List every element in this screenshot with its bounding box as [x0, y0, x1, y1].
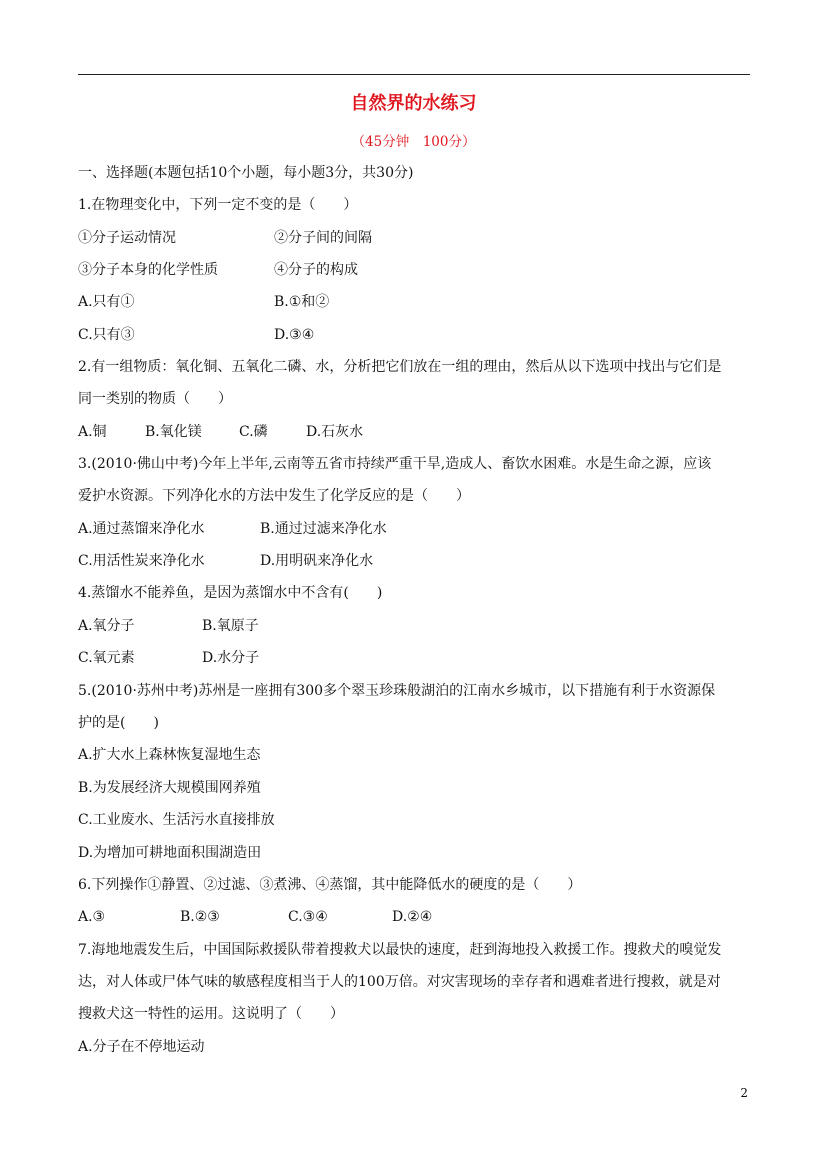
question-1-option-d: D.③④	[274, 327, 315, 343]
question-1-option-a: A.只有①	[78, 294, 135, 310]
page-title: 自然界的水练习	[350, 93, 477, 114]
question-5-option-a: A.扩大水上森林恢复湿地生态	[78, 747, 261, 763]
question-3-option-d: D.用明矾来净化水	[260, 553, 374, 569]
question-5-stem: 5.(2010·苏州中考)苏州是一座拥有300多个翠玉珍珠般湖泊的江南水乡城市，以下措施有利于水资源保	[78, 683, 716, 699]
question-5-option-b: B.为发展经济大规模围网养殖	[78, 780, 261, 796]
question-4-option-c: C.氧元素	[78, 650, 135, 666]
page-subtitle: （45分钟 100分）	[351, 134, 476, 150]
question-4-stem: 4.蒸馏水不能养鱼，是因为蒸馏水中不含有( )	[78, 585, 383, 601]
question-1-item: ②分子间的间隔	[274, 230, 372, 246]
question-4-option-a: A.氧分子	[78, 618, 135, 634]
question-2-option-d: D.石灰水	[306, 424, 364, 440]
question-1-stem: 1.在物理变化中，下列一定不变的是（ ）	[78, 197, 358, 213]
page-number: 2	[740, 1086, 748, 1100]
question-7-option-a: A.分子在不停地运动	[78, 1039, 205, 1055]
question-3-option-c: C.用活性炭来净化水	[78, 553, 205, 569]
question-3-option-b: B.通过过滤来净化水	[260, 521, 387, 537]
question-4-option-d: D.水分子	[202, 650, 260, 666]
question-5-option-d: D.为增加可耕地面积围湖造田	[78, 845, 262, 861]
question-1-option-b: B.①和②	[274, 294, 330, 310]
question-4-option-b: B.氧原子	[202, 618, 259, 634]
question-5-stem: 护的是( )	[78, 715, 159, 731]
question-2-option-a: A.铜	[78, 424, 107, 440]
question-2-option-b: B.氧化镁	[145, 424, 202, 440]
question-6-option-d: D.②④	[392, 909, 433, 925]
question-2-stem: 2.有一组物质：氧化铜、五氧化二磷、水，分析把它们放在一组的理由，然后从以下选项中找出与它们是	[78, 359, 722, 375]
question-6-option-c: C.③④	[288, 909, 328, 925]
question-2-option-c: C.磷	[239, 424, 268, 440]
question-6-option-a: A.③	[78, 909, 106, 925]
question-1-option-c: C.只有③	[78, 327, 135, 343]
question-3-stem: 3.(2010·佛山中考)今年上半年,云南等五省市持续严重干旱,造成人、畜饮水困难。水是生命之源，应该	[78, 456, 712, 472]
question-6-stem: 6.下列操作①静置、②过滤、③煮沸、④蒸馏，其中能降低水的硬度的是（ ）	[78, 877, 582, 893]
section-heading: 一、选择题(本题包括10个小题，每小题3分，共30分)	[78, 165, 414, 181]
question-5-option-c: C.工业废水、生活污水直接排放	[78, 812, 275, 828]
question-1-item: ④分子的构成	[274, 262, 358, 278]
question-1-item: ①分子运动情况	[78, 230, 176, 246]
question-7-stem: 搜救犬这一特性的运用。这说明了（ ）	[78, 1006, 344, 1022]
question-3-stem: 爱护水资源。下列净化水的方法中发生了化学反应的是（ ）	[78, 488, 470, 504]
header-rule	[78, 74, 750, 75]
question-7-stem: 7.海地地震发生后，中国国际救援队带着搜救犬以最快的速度，赶到海地投入救援工作。搜救犬的嗅觉发	[78, 942, 722, 958]
question-3-option-a: A.通过蒸馏来净化水	[78, 521, 205, 537]
question-1-item: ③分子本身的化学性质	[78, 262, 218, 278]
question-6-option-b: B.②③	[180, 909, 220, 925]
question-7-stem: 达，对人体或尸体气味的敏感程度相当于人的100万倍。对灾害现场的幸存者和遇难者进行搜救，就是对	[78, 974, 721, 990]
question-2-stem: 同一类别的物质（ ）	[78, 391, 232, 407]
